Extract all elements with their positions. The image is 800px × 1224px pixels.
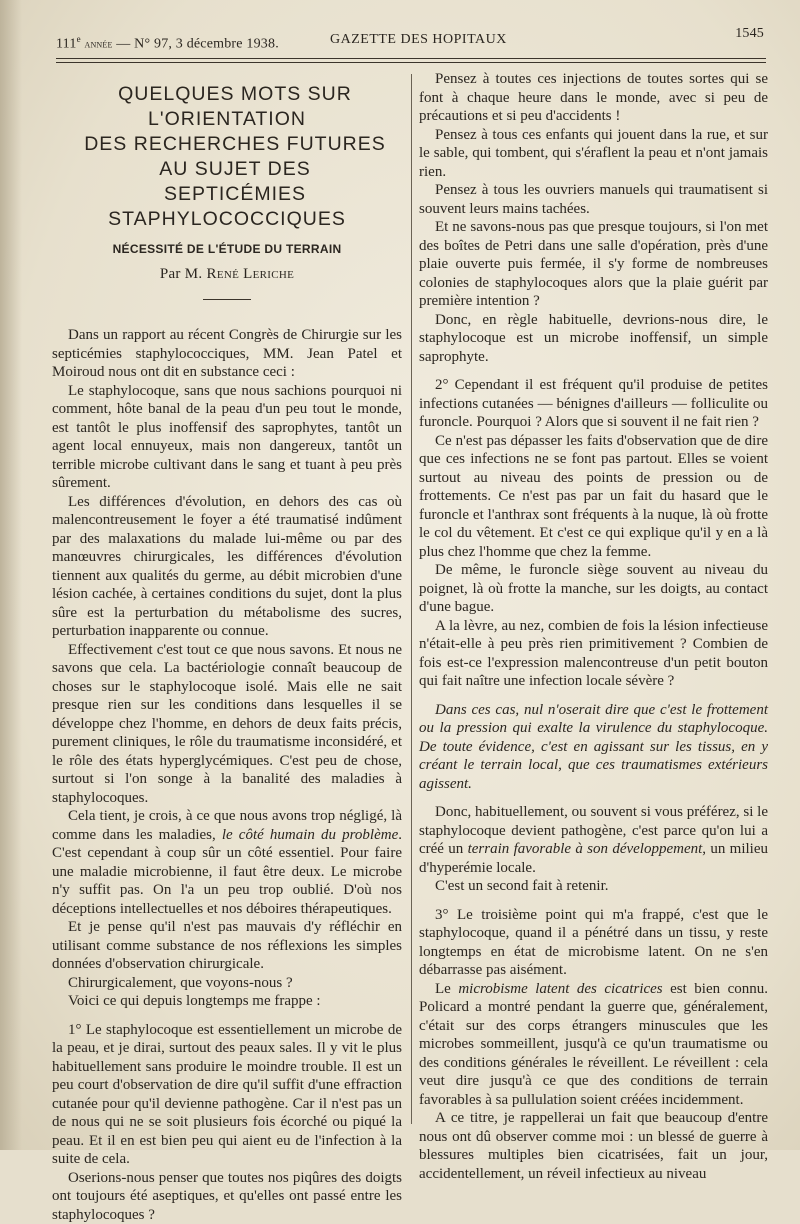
header-rule-bottom [56, 62, 766, 63]
header-rule-top [56, 58, 766, 59]
issue-info: 111e année — N° 97, 3 décembre 1938. [56, 34, 279, 53]
paragraph: Oserions-nous penser que toutes nos piqûres des doigts ont toujours été aseptiques, et qu'elles ont passé entre les staphylocoques ? [52, 1169, 402, 1224]
right-column [419, 70, 768, 1183]
paragraph: C'est un second fait à retenir. [419, 877, 768, 896]
paragraph: Voici ce qui depuis longtemps me frappe : [52, 992, 402, 1011]
italic-paragraph: Dans ces cas, nul n'oserait dire que c'est le frottement ou la pression qui exalte la virulence du staphylocoque. De toute évidence, c'est en agissant sur les tissus, en y créant le terrain local, que ces traumatismes extérieurs agissent. [419, 701, 768, 794]
paragraph: 1° Le staphylocoque est essentiellement un microbe de la peau, et je dirai, surtout des peaux sales. Il y vit le plus habituellement sans produire le moindre trouble. Il est un peu court d'observation de dire qu'il suffit d'une effraction cutanée pour qu'il devienne pathogène. Car il n'est pas un de nous qui ne se soit plusieurs fois écorché ou piqué la peau. Et il en est bien peu qui aient eu de l'infection à la suite de cela. [52, 1021, 402, 1169]
column-divider [411, 74, 412, 1124]
paragraph: Cela tient, je crois, à ce que nous avons trop négligé, là comme dans les maladies, le côté humain du problème. C'est cependant à coup sûr un côté essentiel. Pour faire une maladie microbienne, il faut être deux. Le microbe n'y suffit pas. On l'a un peu trop oublié. D'où nos déceptions intellectuelles et nos déboires thérapeutiques. [52, 807, 402, 918]
title-line: QUELQUES MOTS SUR L'ORIENTATION [52, 82, 402, 132]
left-column [52, 82, 402, 1224]
paragraph: De même, le furoncle siège souvent au niveau du poignet, là où frotte la manche, sur les doigts, au contact d'une bague. [419, 561, 768, 617]
paragraph: Chirurgicalement, que voyons-nous ? [52, 974, 402, 993]
article-title [52, 82, 402, 232]
paragraph: Et je pense qu'il n'est pas mauvais d'y réfléchir en utilisant comme substance de nos réflexions les simples données d'observation chirurgicale. [52, 918, 402, 974]
paragraph: Le microbisme latent des cicatrices est bien connu. Policard a montré pendant la guerre que, généralement, c'était sur des corps étrangers minuscules que les microbes sommeillent, jusqu'à ce qu'un traumatisme ou des conditions générales le réveillent. Le réveillent : cela veut dire jusqu'à ce que des conditions de terrain favorables à sa pullulation soient créées incidemment. [419, 980, 768, 1110]
article-subtitle: NÉCESSITÉ DE L'ÉTUDE DU TERRAIN [52, 240, 402, 259]
paragraph: Ce n'est pas dépasser les faits d'observation que de dire que ces infections ne se font pas partout. Elles se voient surtout au niveau des points de pression ou de frottements. Ce n'est pas par un fait du hasard que le furoncle et l'anthrax sont fréquents à la nuque, là où frotte le col du vêtement. Et c'est ce qui explique qu'il y en a là plus chez l'homme que chez la femme. [419, 432, 768, 562]
title-line: SEPTICÉMIES STAPHYLOCOCCIQUES [52, 182, 402, 232]
paragraph: Et ne savons-nous pas que presque toujours, si l'on met des boîtes de Petri dans une salle d'opération, près d'une plaie ouverte puis fermée, il s'y forme de nombreuses colonies de staphylocoques alors que la plaie guérit par première intention ? [419, 218, 768, 311]
binding-shadow [0, 0, 22, 1150]
paragraph: Pensez à tous les ouvriers manuels qui traumatisent si souvent leurs mains tachées. [419, 181, 768, 218]
paragraph: Effectivement c'est tout ce que nous savons. Et nous ne savons que cela. La bactériologie connaît beaucoup de choses sur le staphylocoque isolé. Mais elle ne sait presque rien sur les conditions dans lesquelles il se développe chez l'homme, en dehors de deux faits précis, purement cliniques, le rôle du traumatisme inconsidéré, et le rôle des états hyperglycémiques. C'est peu de chose, surtout si l'on songe à la banalité des maladies à staphylocoques. [52, 641, 402, 808]
paragraph: Dans un rapport au récent Congrès de Chirurgie sur les septicémies staphylococciques, MM. Jean Patel et Moiroud nous ont dit en substance ceci : [52, 326, 402, 382]
paragraph: A la lèvre, au nez, combien de fois la lésion infectieuse n'était-elle à peu près rien primitivement ? Combien de fois est-ce l'expression malencontreuse d'un petit bouton qui fait naître une infection locale sévère ? [419, 617, 768, 691]
paragraph: Donc, habituellement, ou souvent si vous préférez, si le staphylocoque devient pathogène, c'est parce qu'on lui a créé un terrain favorable à son développement, un milieu d'hyperémie locale. [419, 803, 768, 877]
article-author: Par M. René Leriche [52, 265, 402, 284]
paragraph: Le staphylocoque, sans que nous sachions pourquoi ni comment, hôte banal de la peau d'un peu tout le monde, est tantôt le plus inoffensif des saprophytes, tantôt un agent local ennuyeux, mais non dangereux, tantôt un terrible microbe cultivant dans le sang et tuant à peu près sûrement. [52, 382, 402, 493]
title-line: AU SUJET DES [52, 157, 402, 182]
paragraph: Pensez à tous ces enfants qui jouent dans la rue, et sur le sable, qui tombent, qui s'éraflent la peau et n'ont jamais rien. [419, 126, 768, 182]
paragraph: Donc, en règle habituelle, devrions-nous dire, le staphylocoque est un microbe inoffensif, un simple saprophyte. [419, 311, 768, 367]
running-header [56, 24, 768, 54]
journal-name: GAZETTE DES HOPITAUX [330, 32, 507, 48]
paragraph: A ce titre, je rappellerai un fait que beaucoup d'entre nous ont dû observer comme moi : un blessé de guerre à blessures multiples bien cicatrisées, fait un jour, accidentellement, un réveil infectieux au niveau [419, 1109, 768, 1183]
paragraph: 2° Cependant il est fréquent qu'il produise de petites infections cutanées — bénignes d'ailleurs — folliculite ou furoncle. Pourquoi ? Alors que si souvent il ne fait rien ? [419, 376, 768, 432]
title-separator [203, 299, 251, 300]
paragraph: Pensez à toutes ces injections de toutes sortes qui se font à chaque heure dans le monde, avec si peu de précautions et si peu d'accidents ! [419, 70, 768, 126]
paragraph: 3° Le troisième point qui m'a frappé, c'est que le staphylocoque, quand il a pénétré dans un tissu, y reste longtemps en état de microbisme latent. On ne s'en débarrasse pas aisément. [419, 906, 768, 980]
title-line: DES RECHERCHES FUTURES [52, 132, 402, 157]
paragraph: Les différences d'évolution, en dehors des cas où malencontreusement le foyer a été traumatisé indûment par des malaxations du malade lui-même ou par des manœuvres chirurgicales, les différences d'évolution tiennent aux qualités du germe, au débit microbien d'une lésion cachée, à certaines conditions du sujet, dont la plus sûre est la perturbation du métabolisme des sucres, perturbation inapparente ou connue. [52, 493, 402, 641]
page-number: 1545 [735, 26, 764, 42]
